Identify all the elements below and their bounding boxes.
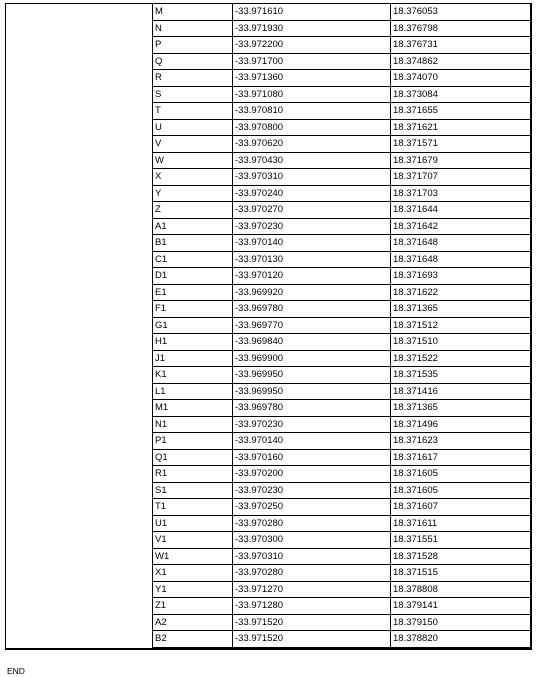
longitude-cell: 18.371703	[391, 185, 531, 202]
latitude-cell: -33.970200	[233, 466, 391, 483]
latitude-cell: -33.972200	[233, 37, 391, 54]
latitude-cell: -33.969900	[233, 350, 391, 367]
longitude-cell: 18.371551	[391, 532, 531, 549]
point-id-cell: B2	[153, 631, 233, 648]
point-id-cell: N	[153, 20, 233, 37]
table-row	[153, 53, 531, 70]
longitude-cell: 18.371510	[391, 334, 531, 351]
point-id-cell: A2	[153, 614, 233, 631]
point-id-cell: R	[153, 70, 233, 87]
longitude-cell: 18.371522	[391, 350, 531, 367]
table-row	[153, 284, 531, 301]
point-id-cell: Q1	[153, 449, 233, 466]
longitude-cell: 18.374862	[391, 53, 531, 70]
latitude-cell: -33.970130	[233, 251, 391, 268]
latitude-cell: -33.970280	[233, 515, 391, 532]
table-row	[153, 449, 531, 466]
point-id-cell: W	[153, 152, 233, 169]
point-id-cell: Q	[153, 53, 233, 70]
longitude-cell: 18.374070	[391, 70, 531, 87]
latitude-cell: -33.971270	[233, 581, 391, 598]
table-row	[153, 251, 531, 268]
table-row	[153, 350, 531, 367]
latitude-cell: -33.970230	[233, 218, 391, 235]
latitude-cell: -33.970140	[233, 433, 391, 450]
table-row	[153, 37, 531, 54]
table-row	[153, 466, 531, 483]
latitude-cell: -33.970280	[233, 565, 391, 582]
table-row	[153, 499, 531, 516]
longitude-cell: 18.371679	[391, 152, 531, 169]
longitude-cell: 18.371571	[391, 136, 531, 153]
latitude-cell: -33.970140	[233, 235, 391, 252]
longitude-cell: 18.371611	[391, 515, 531, 532]
longitude-cell: 18.371535	[391, 367, 531, 384]
point-id-cell: M1	[153, 400, 233, 417]
longitude-cell: 18.371693	[391, 268, 531, 285]
table-row	[153, 301, 531, 318]
latitude-cell: -33.970310	[233, 548, 391, 565]
longitude-cell: 18.376798	[391, 20, 531, 37]
point-id-cell: E1	[153, 284, 233, 301]
coordinates-table	[152, 3, 531, 648]
document-frame-bottom-rule	[5, 648, 532, 650]
point-id-cell: C1	[153, 251, 233, 268]
latitude-cell: -33.970800	[233, 119, 391, 136]
longitude-cell: 18.371648	[391, 235, 531, 252]
longitude-cell: 18.371365	[391, 301, 531, 318]
latitude-cell: -33.971360	[233, 70, 391, 87]
longitude-cell: 18.371623	[391, 433, 531, 450]
table-row	[153, 383, 531, 400]
table-row	[153, 317, 531, 334]
longitude-cell: 18.371617	[391, 449, 531, 466]
table-row	[153, 416, 531, 433]
longitude-cell: 18.371512	[391, 317, 531, 334]
longitude-cell: 18.379141	[391, 598, 531, 615]
point-id-cell: W1	[153, 548, 233, 565]
point-id-cell: R1	[153, 466, 233, 483]
point-id-cell: U	[153, 119, 233, 136]
point-id-cell: T1	[153, 499, 233, 516]
table-row	[153, 268, 531, 285]
table-row	[153, 515, 531, 532]
table-row	[153, 400, 531, 417]
point-id-cell: T	[153, 103, 233, 120]
latitude-cell: -33.969780	[233, 400, 391, 417]
longitude-cell: 18.376731	[391, 37, 531, 54]
table-row	[153, 119, 531, 136]
point-id-cell: V	[153, 136, 233, 153]
table-row	[153, 581, 531, 598]
point-id-cell: S1	[153, 482, 233, 499]
longitude-cell: 18.376053	[391, 4, 531, 21]
latitude-cell: -33.971610	[233, 4, 391, 21]
latitude-cell: -33.969770	[233, 317, 391, 334]
table-row	[153, 136, 531, 153]
table-row	[153, 532, 531, 549]
longitude-cell: 18.371621	[391, 119, 531, 136]
latitude-cell: -33.970120	[233, 268, 391, 285]
point-id-cell: Y	[153, 185, 233, 202]
latitude-cell: -33.970230	[233, 482, 391, 499]
longitude-cell: 18.371607	[391, 499, 531, 516]
latitude-cell: -33.970240	[233, 185, 391, 202]
longitude-cell: 18.371515	[391, 565, 531, 582]
point-id-cell: J1	[153, 350, 233, 367]
point-id-cell: M	[153, 4, 233, 21]
latitude-cell: -33.970250	[233, 499, 391, 516]
point-id-cell: P	[153, 37, 233, 54]
longitude-cell: 18.371605	[391, 466, 531, 483]
latitude-cell: -33.971280	[233, 598, 391, 615]
latitude-cell: -33.971080	[233, 86, 391, 103]
table-row	[153, 202, 531, 219]
latitude-cell: -33.969920	[233, 284, 391, 301]
table-row	[153, 334, 531, 351]
table-row	[153, 218, 531, 235]
longitude-cell: 18.373084	[391, 86, 531, 103]
table-row	[153, 433, 531, 450]
table-row	[153, 631, 531, 648]
point-id-cell: P1	[153, 433, 233, 450]
table-row	[153, 86, 531, 103]
latitude-cell: -33.971930	[233, 20, 391, 37]
latitude-cell: -33.970300	[233, 532, 391, 549]
latitude-cell: -33.969950	[233, 367, 391, 384]
longitude-cell: 18.371496	[391, 416, 531, 433]
table-row	[153, 614, 531, 631]
longitude-cell: 18.371642	[391, 218, 531, 235]
longitude-cell: 18.371622	[391, 284, 531, 301]
latitude-cell: -33.971520	[233, 631, 391, 648]
table-row	[153, 70, 531, 87]
table-row	[153, 548, 531, 565]
point-id-cell: N1	[153, 416, 233, 433]
table-row	[153, 185, 531, 202]
point-id-cell: Z1	[153, 598, 233, 615]
latitude-cell: -33.969950	[233, 383, 391, 400]
longitude-cell: 18.371655	[391, 103, 531, 120]
point-id-cell: A1	[153, 218, 233, 235]
point-id-cell: B1	[153, 235, 233, 252]
longitude-cell: 18.371416	[391, 383, 531, 400]
point-id-cell: F1	[153, 301, 233, 318]
table-row	[153, 598, 531, 615]
point-id-cell: X1	[153, 565, 233, 582]
coordinates-table-body	[153, 4, 531, 648]
table-row	[153, 103, 531, 120]
point-id-cell: G1	[153, 317, 233, 334]
table-row	[153, 4, 531, 21]
point-id-cell: D1	[153, 268, 233, 285]
table-row	[153, 235, 531, 252]
point-id-cell: Y1	[153, 581, 233, 598]
point-id-cell: H1	[153, 334, 233, 351]
longitude-cell: 18.371605	[391, 482, 531, 499]
point-id-cell: L1	[153, 383, 233, 400]
longitude-cell: 18.371707	[391, 169, 531, 186]
longitude-cell: 18.378820	[391, 631, 531, 648]
longitude-cell: 18.378808	[391, 581, 531, 598]
latitude-cell: -33.970810	[233, 103, 391, 120]
latitude-cell: -33.971700	[233, 53, 391, 70]
point-id-cell: X	[153, 169, 233, 186]
table-row	[153, 482, 531, 499]
table-row	[153, 367, 531, 384]
longitude-cell: 18.371644	[391, 202, 531, 219]
point-id-cell: V1	[153, 532, 233, 549]
longitude-cell: 18.371648	[391, 251, 531, 268]
latitude-cell: -33.970270	[233, 202, 391, 219]
point-id-cell: Z	[153, 202, 233, 219]
latitude-cell: -33.970160	[233, 449, 391, 466]
table-row	[153, 169, 531, 186]
table-row	[153, 565, 531, 582]
latitude-cell: -33.970230	[233, 416, 391, 433]
table-row	[153, 20, 531, 37]
latitude-cell: -33.971520	[233, 614, 391, 631]
table-row	[153, 152, 531, 169]
latitude-cell: -33.970430	[233, 152, 391, 169]
end-label: END	[7, 666, 25, 676]
latitude-cell: -33.969840	[233, 334, 391, 351]
latitude-cell: -33.969780	[233, 301, 391, 318]
point-id-cell: S	[153, 86, 233, 103]
point-id-cell: K1	[153, 367, 233, 384]
longitude-cell: 18.371365	[391, 400, 531, 417]
longitude-cell: 18.371528	[391, 548, 531, 565]
latitude-cell: -33.970620	[233, 136, 391, 153]
longitude-cell: 18.379150	[391, 614, 531, 631]
point-id-cell: U1	[153, 515, 233, 532]
latitude-cell: -33.970310	[233, 169, 391, 186]
